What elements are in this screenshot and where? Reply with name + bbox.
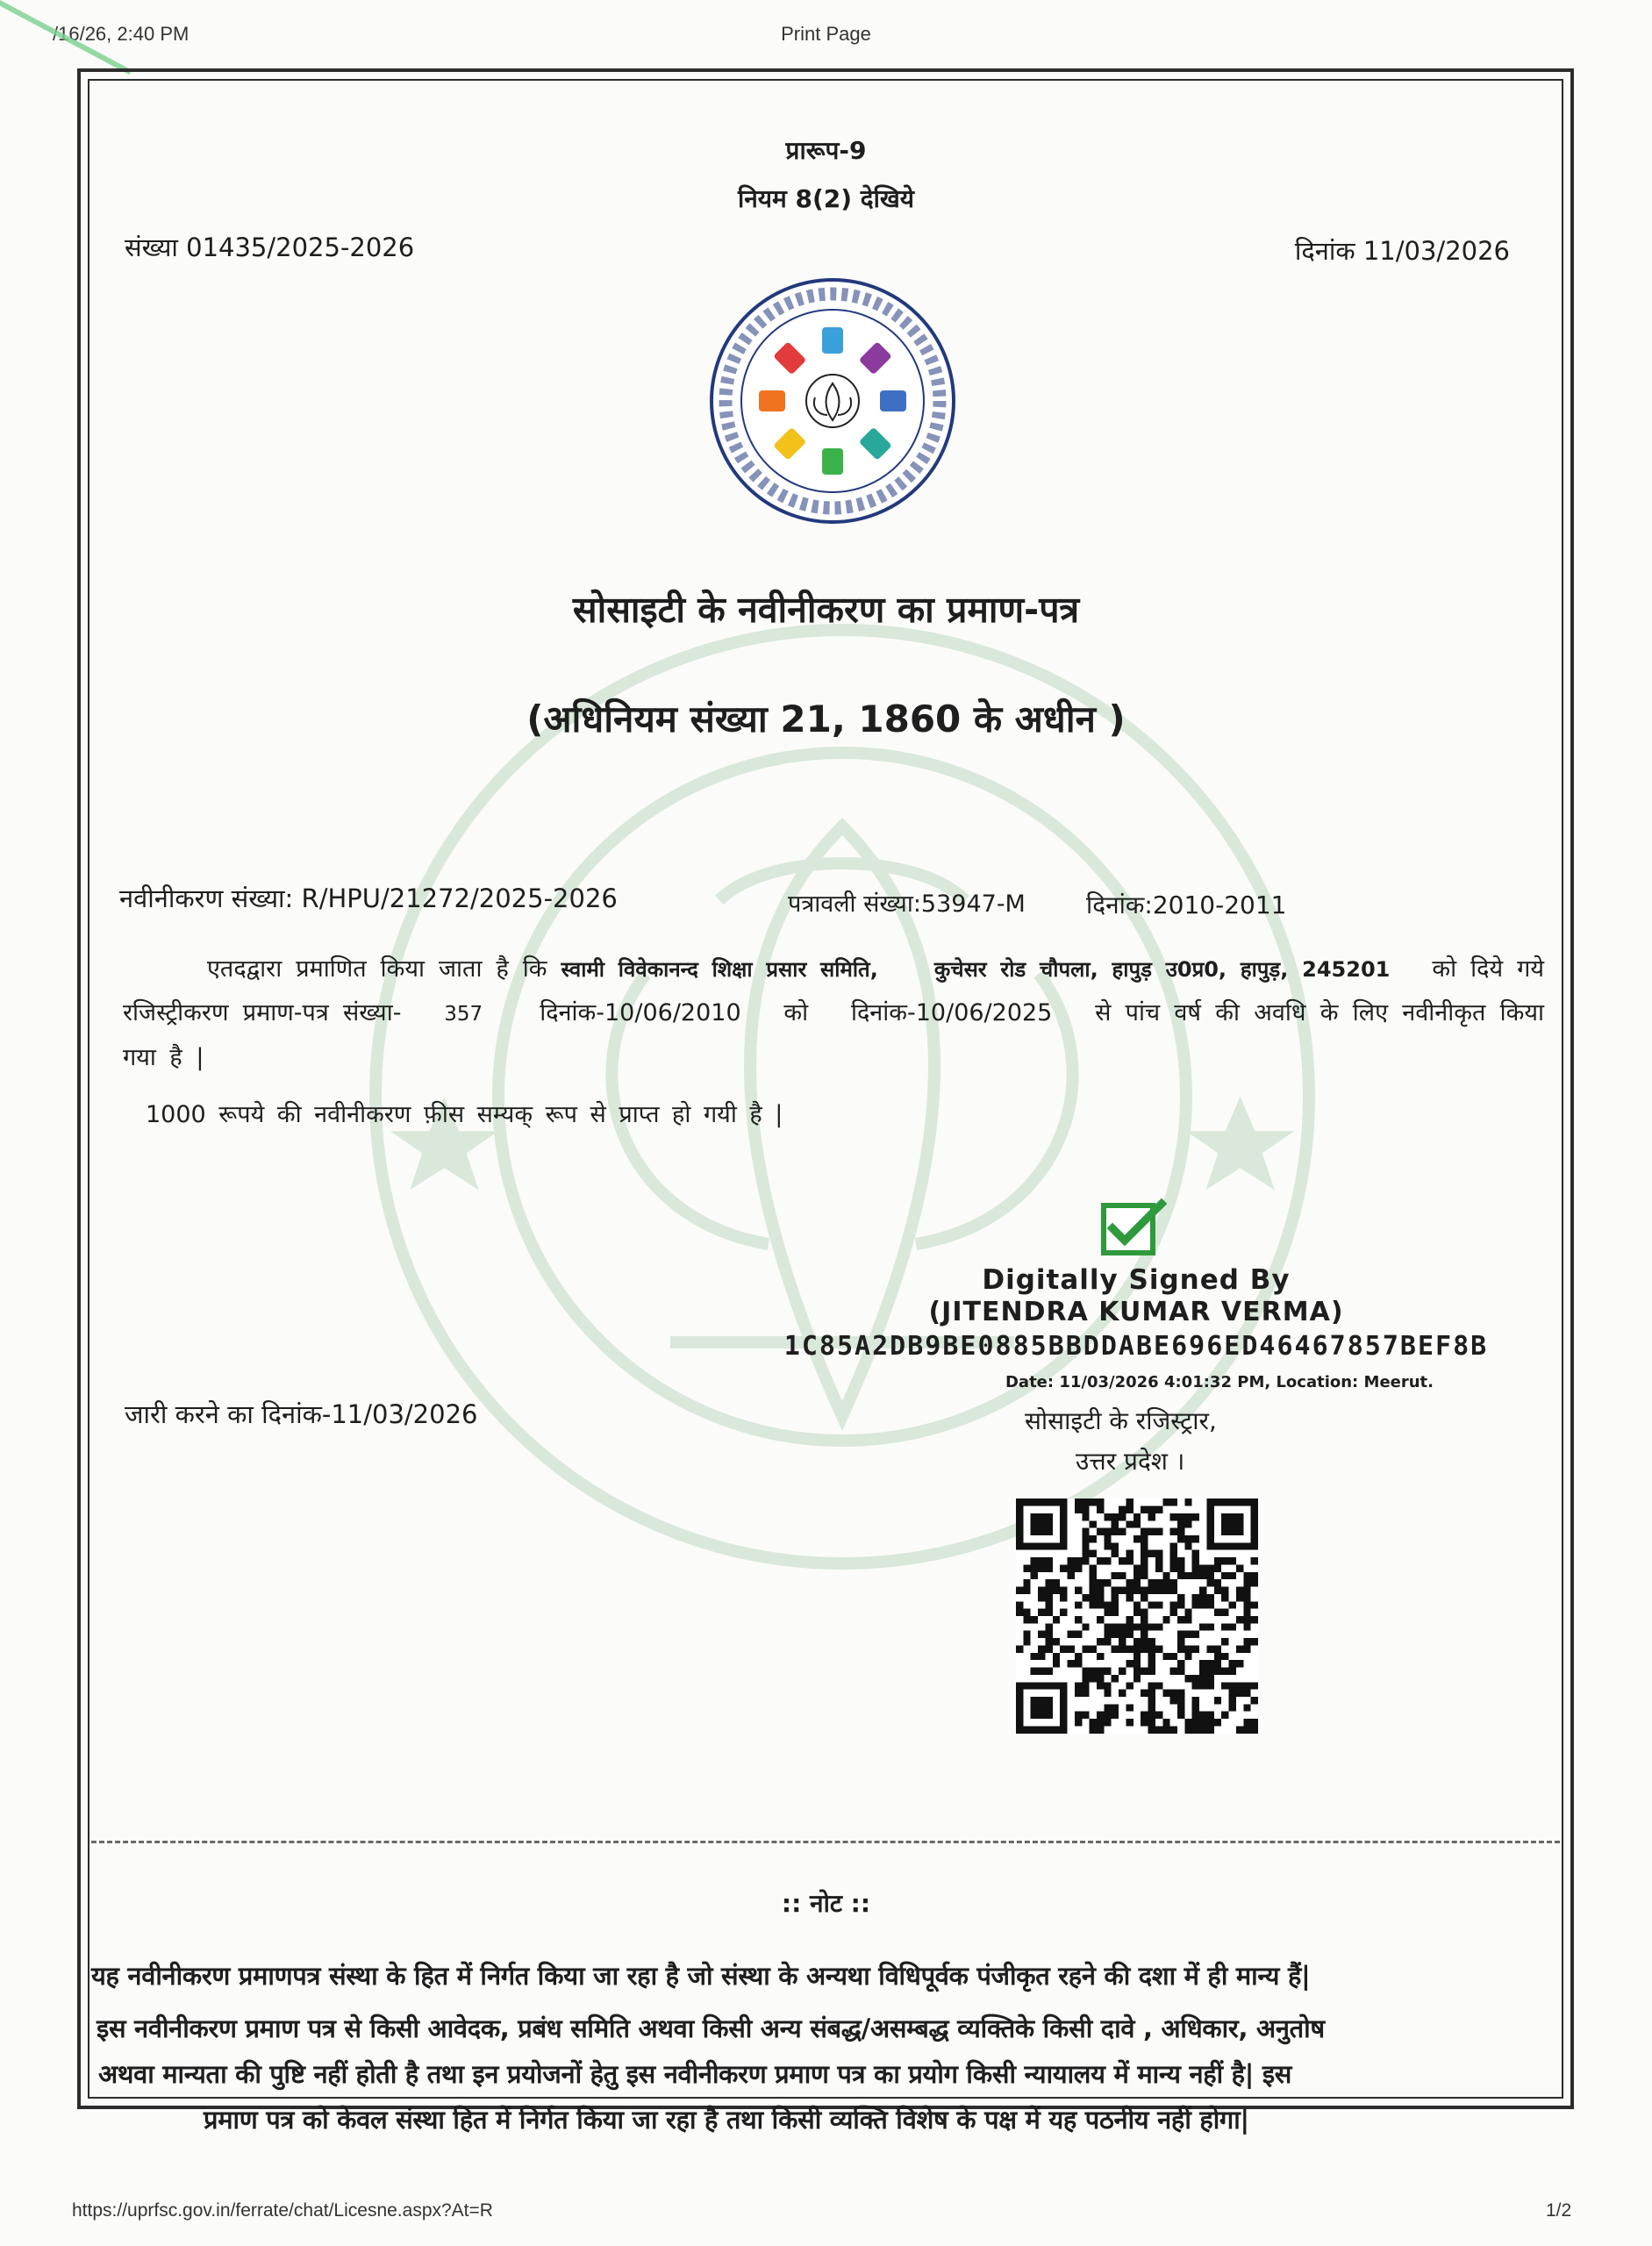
note-line-3: अथवा मान्यता की पुष्टि नहीं होती है तथा इन प्रयोजनों हेतु इस नवीनीकरण प्रमाण पत्र का प्रयोग किसी न्यायालय में मान्य नहीं है| इस xyxy=(98,2059,1292,2089)
act-reference: (अधिनियम संख्या 21, 1860 के अधीन ) xyxy=(526,697,1126,740)
reference-number: संख्या 01435/2025-2026 xyxy=(125,232,415,262)
print-url: https://uprfsc.gov.in/ferrate/chat/Licesne.aspx?At=R xyxy=(72,2200,493,2221)
renewal-number: नवीनीकरण संख्या: R/HPU/21272/2025-2026 xyxy=(119,883,618,913)
registration-date: दिनांक-10/06/2010 xyxy=(540,999,741,1026)
registrar-title: सोसाइटी के रजिस्ट्रार, xyxy=(1025,1406,1217,1435)
certificate-date: दिनांक 11/03/2026 xyxy=(1294,236,1510,266)
note-line-1: यह नवीनीकरण प्रमाणपत्र संस्था के हित में निर्गत किया जा रहा है जो संस्था के अन्यथा विधिपूर्वक पंजीकृत रहने की दशा में ही मान्य हैं| xyxy=(91,1961,1311,1991)
verification-qr-code xyxy=(1016,1499,1258,1734)
digital-signature-block xyxy=(728,1263,1544,1400)
signature-verified-check-icon xyxy=(1100,1198,1167,1256)
signature-label: Digitally Signed By xyxy=(982,1264,1291,1296)
print-page-title: Print Page xyxy=(781,23,871,45)
note-line-4: प्रमाण पत्र को केवल संस्था हित में निर्गत किया जा रहा है तथा किसी व्यक्ति विशेष के पक्ष में यह पठनीय नहीं होगा| xyxy=(204,2105,1249,2135)
rule-reference: नियम 8(2) देखिये xyxy=(737,184,915,213)
print-timestamp: /16/26, 2:40 PM xyxy=(53,23,190,45)
body-intro: एतदद्वारा प्रमाणित किया जाता है कि xyxy=(207,955,547,983)
signature-date-location: Date: 11/03/2026 4:01:32 PM, Location: Meerut. xyxy=(1005,1373,1434,1391)
registrar-seal-logo xyxy=(705,274,960,528)
fee-received-line: 1000 रूपये की नवीनीकरण फ़ीस सम्यक् रूप से प्राप्त हो गयी है | xyxy=(146,1101,783,1128)
certification-paragraph xyxy=(123,948,1544,1080)
body-from: को xyxy=(783,999,809,1026)
registration-number: 357 xyxy=(444,1003,483,1026)
issue-date: जारी करने का दिनांक-11/03/2026 xyxy=(125,1399,478,1429)
society-address: कुचेसर रोड चौपला, हापुड़ उ0प्र0, हापुड़, 245201 xyxy=(933,957,1391,982)
print-page-number: 1/2 xyxy=(1546,2200,1572,2221)
file-number: पत्रावली संख्या:53947-M xyxy=(788,891,1026,918)
note-heading: :: नोट :: xyxy=(781,1889,871,1918)
note-line-2: इस नवीनीकरण प्रमाण पत्र से किसी आवेदक, प्रबंध समिति अथवा किसी अन्य संबद्ध/असम्बद्ध व्यक्तिके किसी दावे , अधिकार, अनुतोष xyxy=(97,2014,1325,2043)
renewal-date: दिनांक-10/06/2025 xyxy=(850,999,1053,1026)
note-divider xyxy=(91,1841,1560,1843)
registrar-state: उत्तर प्रदेश । xyxy=(1076,1447,1185,1476)
body-given: को दिये गये रजिस्ट्रीकरण प्रमाण-पत्र संख्या- xyxy=(123,955,1544,1026)
signature-hash: 1C85A2DB9BE0885BBDDABE696ED46467857BEF8B xyxy=(783,1331,1489,1362)
form-number: प्रारूप-9 xyxy=(785,136,867,165)
certificate-title: सोसाइटी के नवीनीकरण का प्रमाण-पत्र xyxy=(572,589,1080,631)
signer-name: (JITENDRA KUMAR VERMA) xyxy=(928,1297,1344,1327)
society-name: स्वामी विवेकानन्द शिक्षा प्रसार समिति, xyxy=(561,957,878,982)
body-period: से पांच वर्ष की अवधि के लिए नवीनीकृत किया गया है | xyxy=(123,999,1545,1071)
registration-year: दिनांक:2010-2011 xyxy=(1086,891,1287,919)
